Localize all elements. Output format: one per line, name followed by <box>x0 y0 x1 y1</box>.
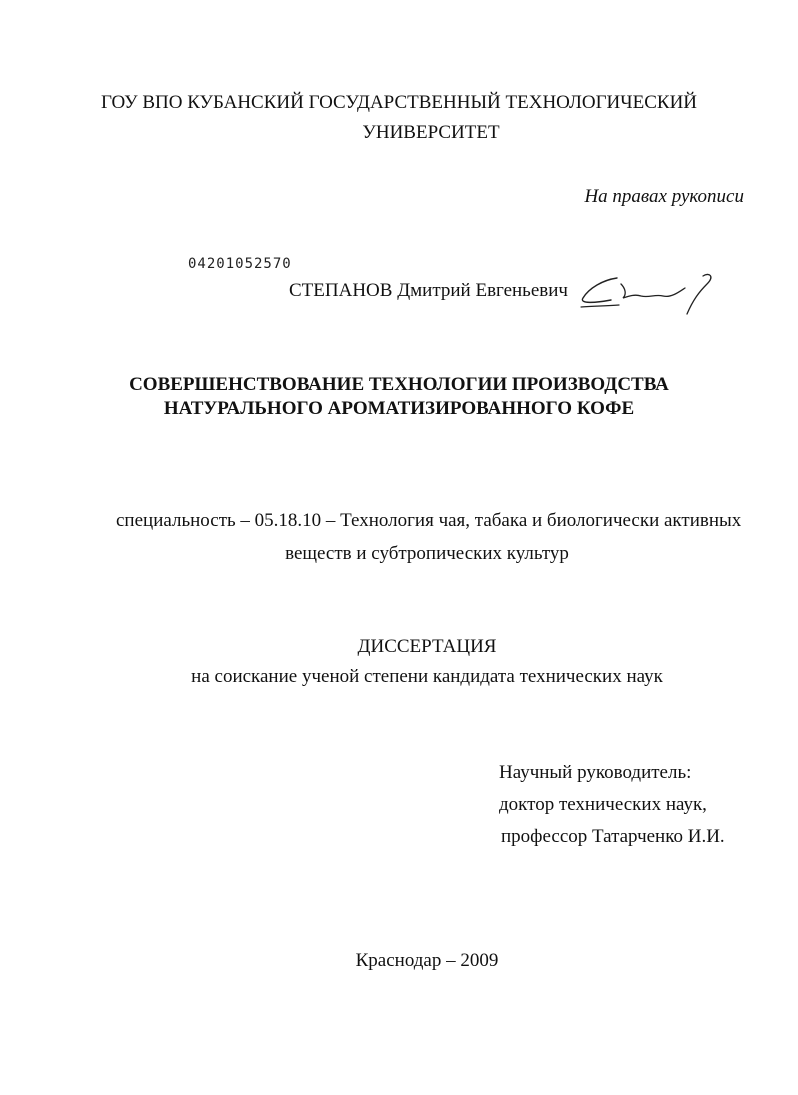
degree-line: на соискание ученой степени кандидата технических наук <box>191 666 663 687</box>
specialty-line-2: веществ и субтропических культур <box>285 543 569 564</box>
catalog-number: 04201052570 <box>188 256 292 272</box>
city-year: Краснодар – 2009 <box>355 950 499 971</box>
dissertation-title-line-2: НАТУРАЛЬНОГО АРОМАТИЗИРОВАННОГО КОФЕ <box>163 398 635 419</box>
supervisor-label: Научный руководитель: <box>499 762 692 783</box>
university-name-line-1: ГОУ ВПО КУБАНСКИЙ ГОСУДАРСТВЕННЫЙ ТЕХНОЛОГИЧЕСКИЙ <box>100 92 698 113</box>
manuscript-note: На правах рукописи <box>584 186 744 207</box>
supervisor-degree: доктор технических наук, <box>499 794 707 815</box>
dissertation-title-line-1: СОВЕРШЕНСТВОВАНИЕ ТЕХНОЛОГИИ ПРОИЗВОДСТВА <box>129 374 669 395</box>
author-signature <box>575 270 715 320</box>
supervisor-name: профессор Татарченко И.И. <box>501 826 725 847</box>
document-type: ДИССЕРТАЦИЯ <box>357 636 497 657</box>
specialty-line-1: специальность – 05.18.10 – Технология чая, табака и биологически активных <box>116 510 742 531</box>
author-name: СТЕПАНОВ Дмитрий Евгеньевич <box>289 280 568 301</box>
university-name-line-2: УНИВЕРСИТЕТ <box>362 122 500 143</box>
